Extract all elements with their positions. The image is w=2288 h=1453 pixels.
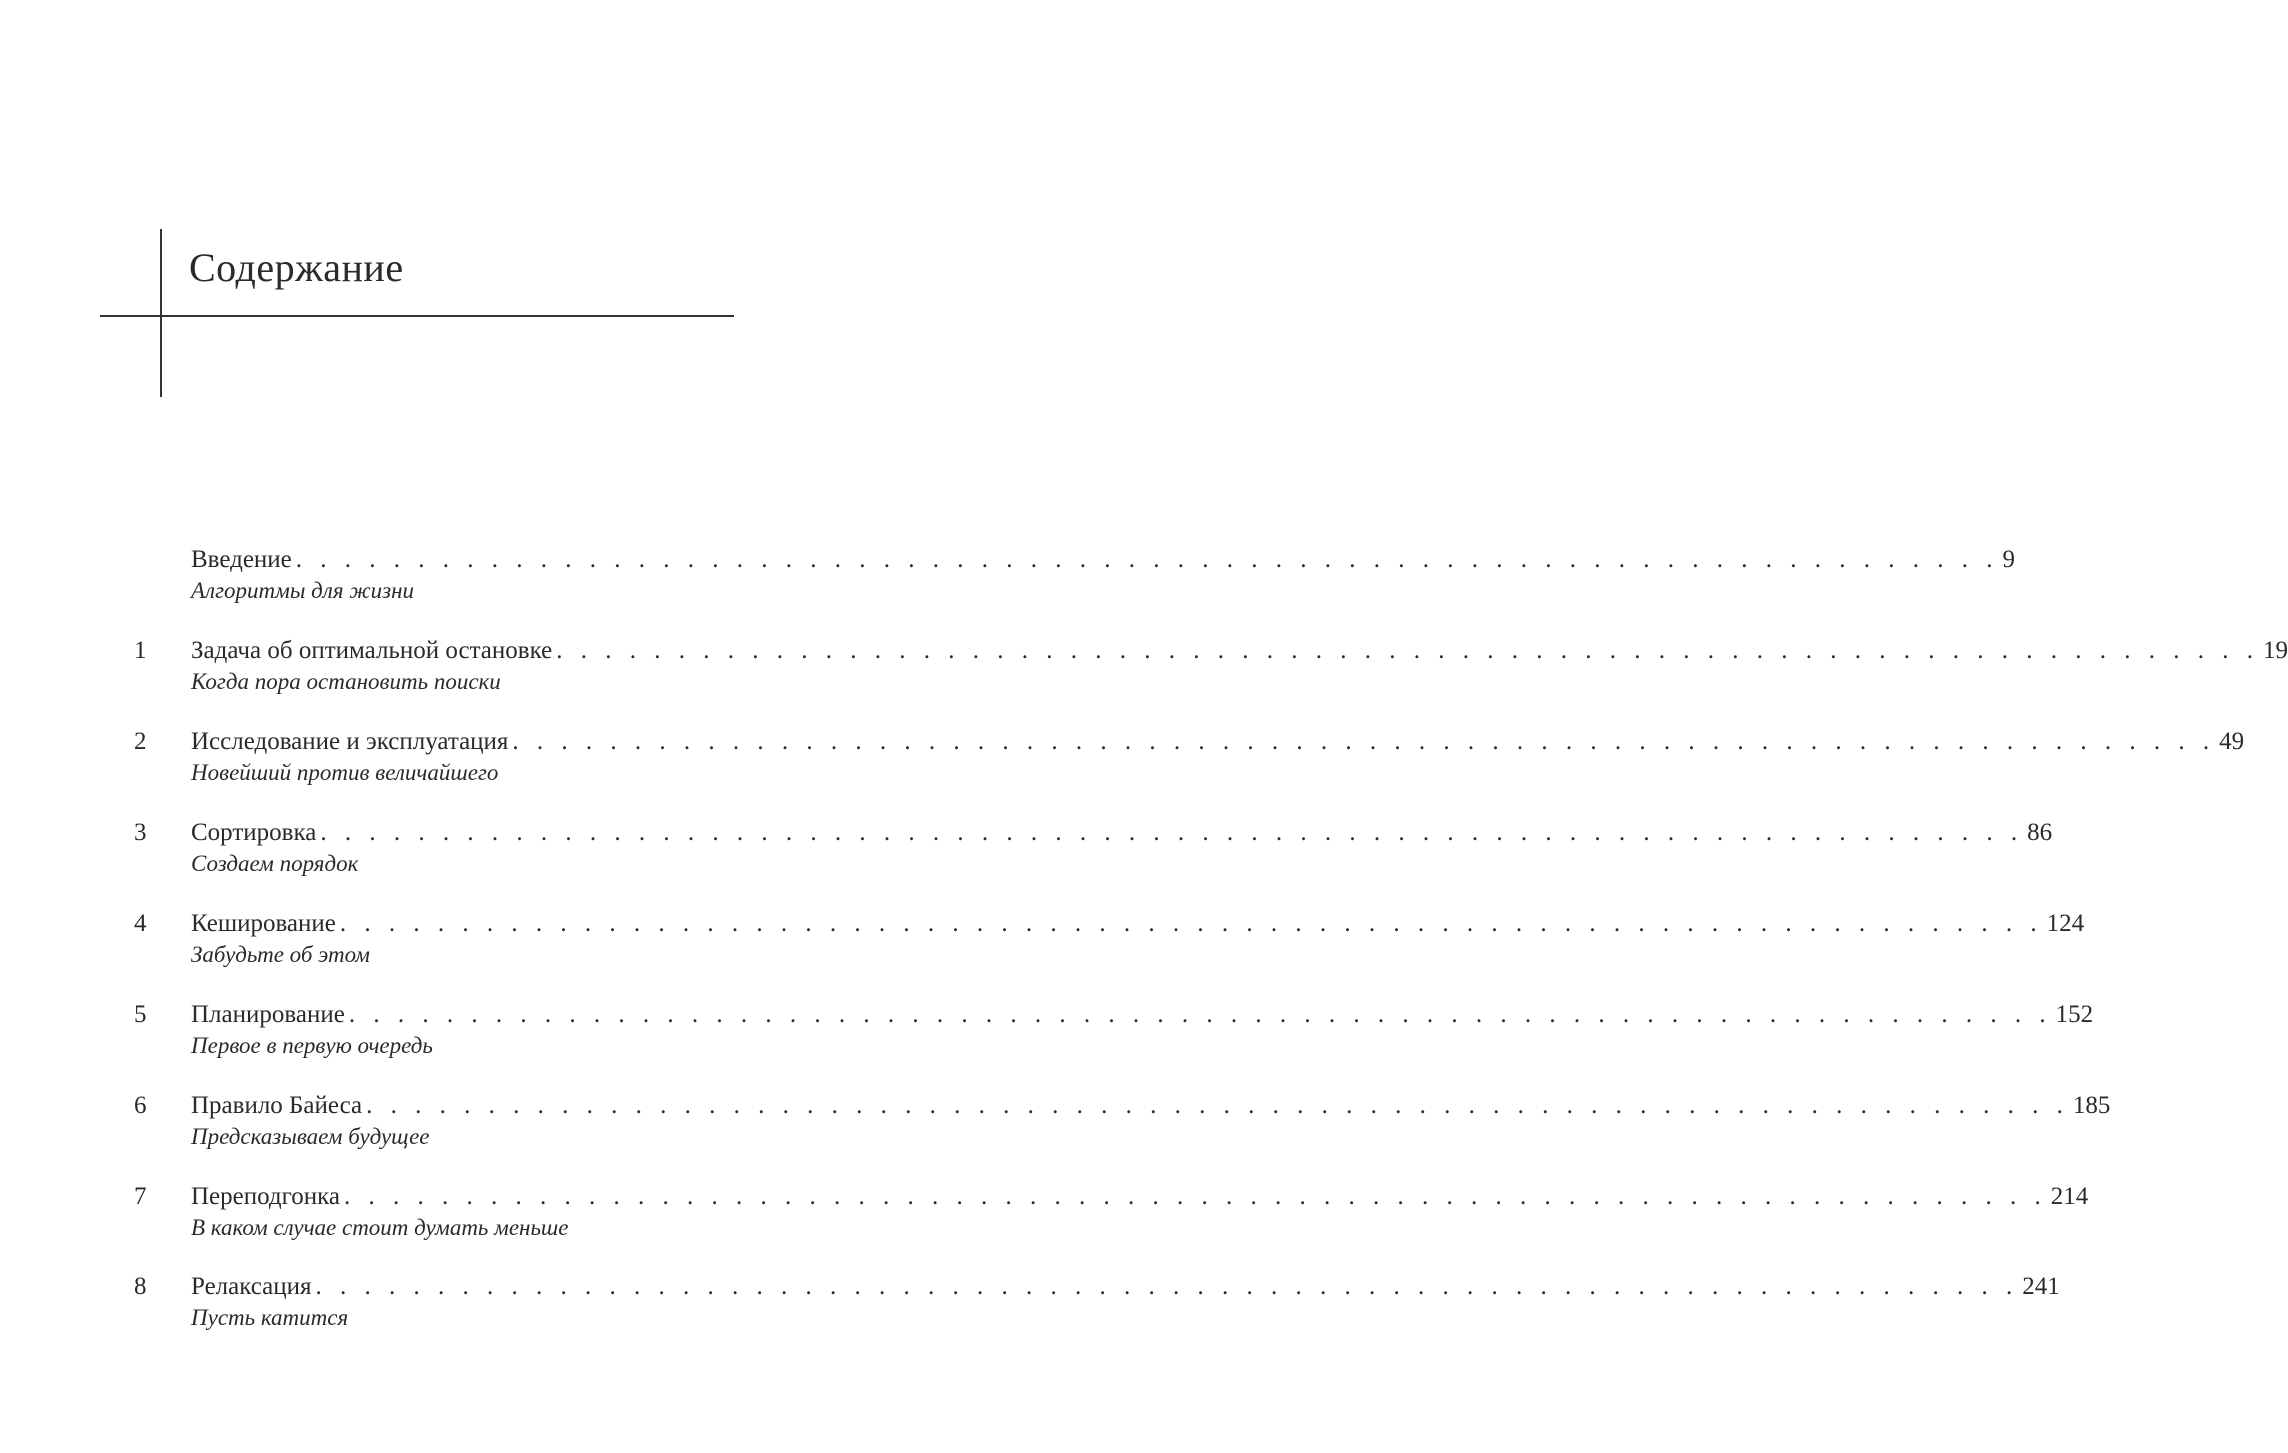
chapter-title[interactable]: Исследование и эксплуатация [191,728,509,755]
chapter-title[interactable]: Переподгонка [191,1183,340,1210]
chapter-subtitle: Когда пора остановить поиски [191,669,501,694]
page-number[interactable]: 185 [2072,1092,2111,1119]
dot-leader: . . . . . . . . . . . . . . . . . . . . . . . . . . . . . . . . . . . . . . . . . . . . . . . . . . . . . . . . . . . . . . . . . . . . . . [315,1273,2019,1300]
toc-entry-8[interactable] [0,1272,2060,1342]
toc-entry-1[interactable] [0,636,2288,706]
toc-entry-5[interactable] [0,1000,2094,1070]
chapter-subtitle: Алгоритмы для жизни [191,578,415,603]
chapter-title[interactable]: Правило Байеса [191,1092,363,1119]
chapter-title[interactable]: Сортировка [191,819,317,846]
chapter-subtitle: Первое в первую очередь [191,1033,433,1058]
chapter-number: 6 [134,1092,147,1119]
toc-entry-intro[interactable] [0,545,2016,615]
page-number[interactable]: 214 [2050,1183,2089,1210]
chapter-number: 2 [134,728,147,755]
dot-leader: . . . . . . . . . . . . . . . . . . . . . . . . . . . . . . . . . . . . . . . . . . . . . . . . . . . . . . . . . . . . . . . . . . . . . . [556,637,2259,664]
chapter-subtitle: Предсказываем будущее [191,1124,430,1149]
toc-entry-7[interactable] [0,1182,2089,1252]
page-number[interactable]: 152 [2055,1001,2094,1028]
chapter-subtitle: В каком случае стоит думать меньше [191,1215,569,1240]
dot-leader: . . . . . . . . . . . . . . . . . . . . . . . . . . . . . . . . . . . . . . . . . . . . . . . . . . . . . . . . . . . . . . . . . . . . . . [348,1001,2052,1028]
toc-entry-3[interactable] [0,818,2053,888]
chapter-number: 1 [134,637,147,664]
page-number[interactable]: 124 [2046,910,2085,937]
chapter-subtitle: Пусть катится [191,1305,349,1330]
chapter-subtitle: Создаем порядок [191,851,359,876]
dot-leader: . . . . . . . . . . . . . . . . . . . . . . . . . . . . . . . . . . . . . . . . . . . . . . . . . . . . . . . . . . . . . . . . . . . . . . [339,910,2043,937]
dot-leader: . . . . . . . . . . . . . . . . . . . . . . . . . . . . . . . . . . . . . . . . . . . . . . . . . . . . . . . . . . . . . . . . . . . . . . [512,728,2216,755]
chapter-number: 5 [134,1001,147,1028]
dot-leader: . . . . . . . . . . . . . . . . . . . . . . . . . . . . . . . . . . . . . . . . . . . . . . . . . . . . . . . . . . . . . . . . . . . . . . [344,1183,2047,1210]
toc-entry-4[interactable] [0,909,2085,979]
chapter-subtitle: Новейший против величайшего [191,760,499,785]
page-number[interactable]: 19 [2262,637,2288,664]
chapter-number: 3 [134,819,147,846]
chapter-title[interactable]: Релаксация [191,1273,312,1300]
chapter-title[interactable]: Планирование [191,1001,345,1028]
page-number[interactable]: 86 [2027,819,2053,846]
page-number[interactable]: 9 [2002,546,2016,573]
dot-leader: . . . . . . . . . . . . . . . . . . . . . . . . . . . . . . . . . . . . . . . . . . . . . . . . . . . . . . . . . . . . . . . . . . . . . . [295,546,1999,573]
page-number[interactable]: 49 [2219,728,2245,755]
chapter-title[interactable]: Введение [191,546,292,573]
chapter-title[interactable]: Задача об оптимальной остановке [191,637,553,664]
chapter-number: 8 [134,1273,147,1300]
chapter-number: 4 [134,910,147,937]
page-number[interactable]: 241 [2022,1273,2060,1300]
chapter-number: 7 [134,1183,147,1210]
toc-entry-6[interactable] [0,1091,2111,1161]
chapter-title[interactable]: Кеширование [191,910,336,937]
dot-leader: . . . . . . . . . . . . . . . . . . . . . . . . . . . . . . . . . . . . . . . . . . . . . . . . . . . . . . . . . . . . . . . . . . . . . . [366,1092,2069,1119]
page-title: Содержание [189,245,404,290]
chapter-subtitle: Забудьте об этом [191,942,370,967]
dot-leader: . . . . . . . . . . . . . . . . . . . . . . . . . . . . . . . . . . . . . . . . . . . . . . . . . . . . . . . . . . . . . . . . . . . . . . [320,819,2024,846]
toc-entry-2[interactable] [0,727,2245,797]
